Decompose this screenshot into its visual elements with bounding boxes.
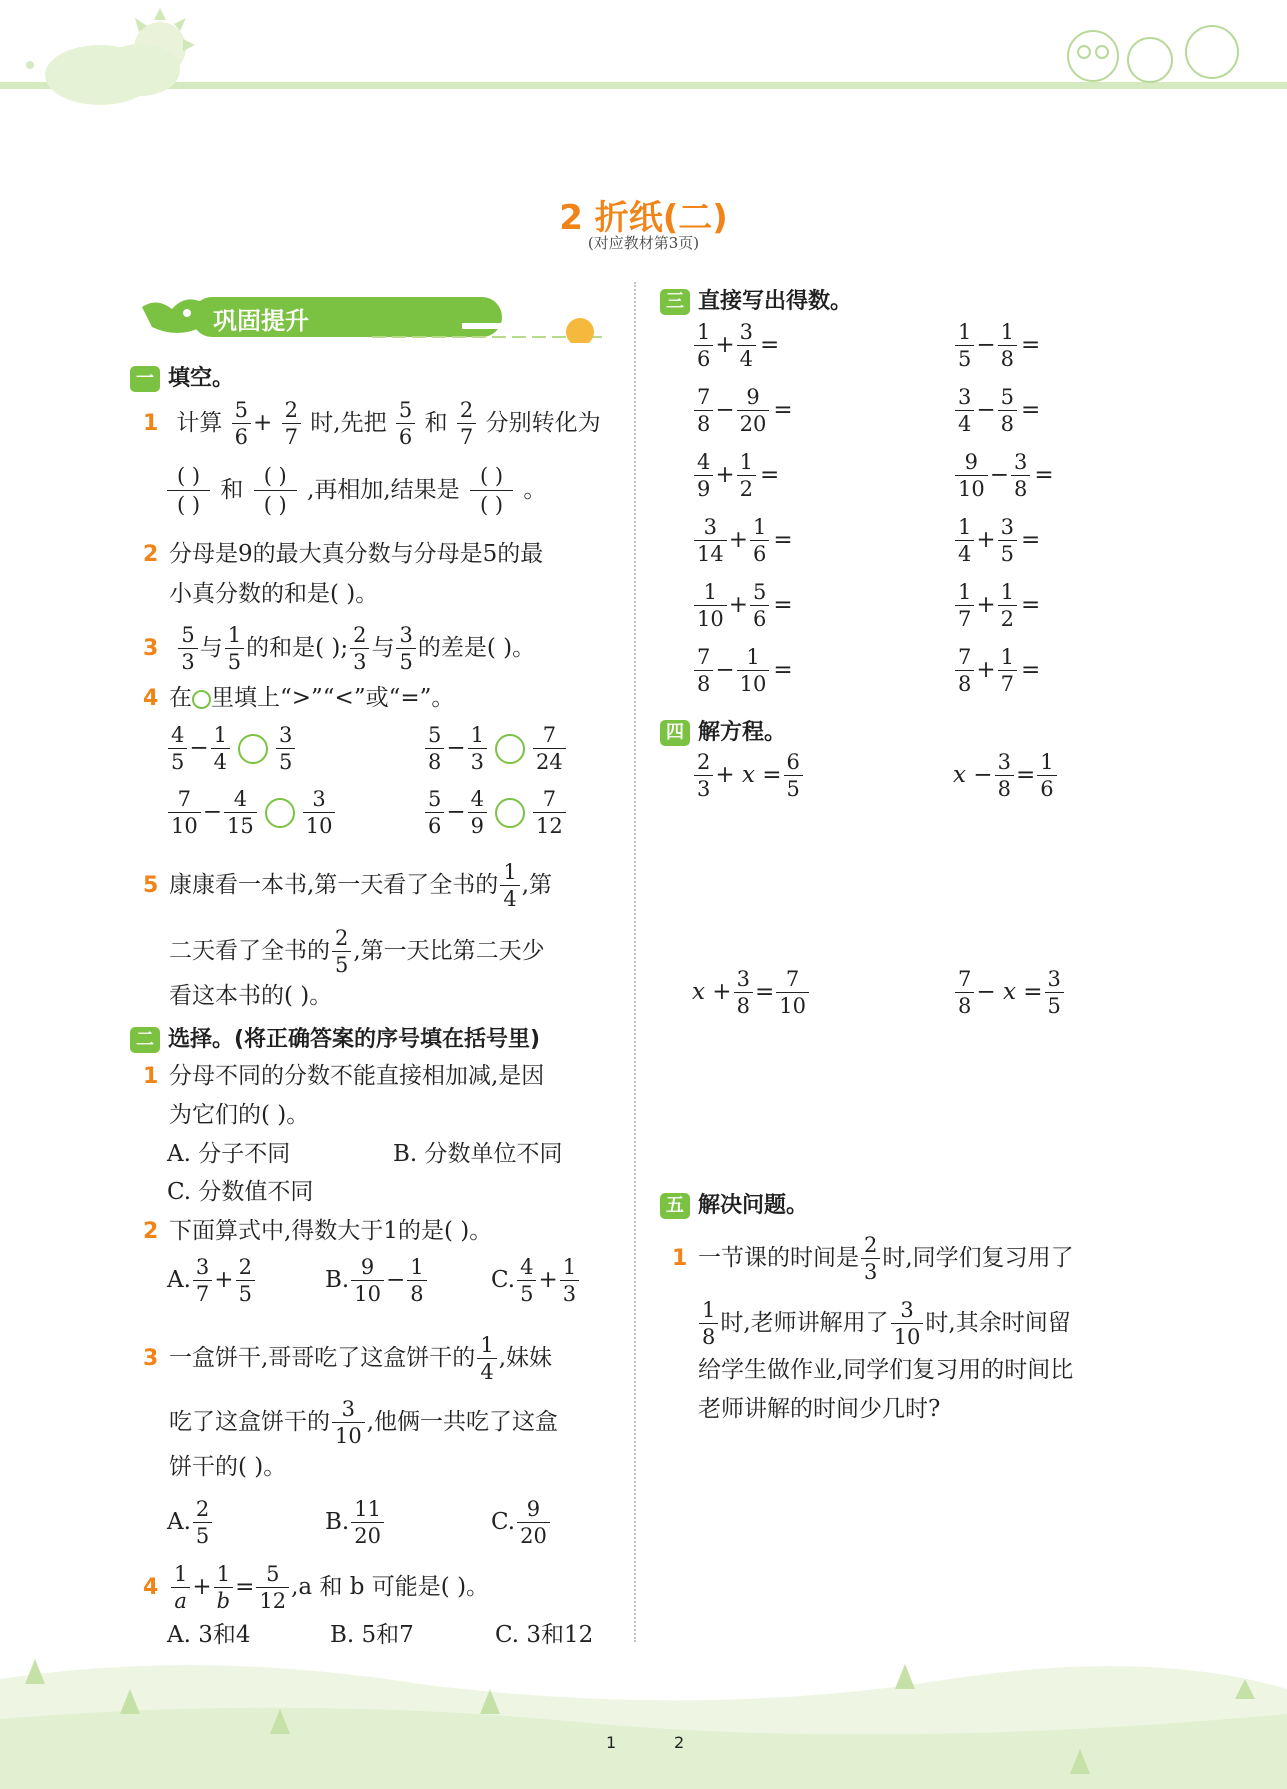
fraction: $\frac{9}{10}$ xyxy=(955,452,988,500)
fraction: $\frac{4}{9}$ xyxy=(694,452,713,500)
compare-circle[interactable] xyxy=(495,734,525,764)
fraction: $\frac{7}{8}$ xyxy=(694,387,713,435)
operator: + xyxy=(715,462,735,488)
animal-faces-icon xyxy=(1068,26,1238,82)
page-number-left: 1 xyxy=(606,1733,617,1752)
fraction: $\frac{3}{4}$ xyxy=(737,322,756,370)
s1-q5-line3: 看这本书的( )。 xyxy=(169,983,333,1009)
s1-q4-item-b: $\frac{5}{8}$ − $\frac{1}{3}$ $\frac{7}{24}$ xyxy=(423,725,568,773)
section4-heading: 四 解方程。 xyxy=(660,715,786,746)
fraction: $\frac{3}{14}$ xyxy=(694,517,727,565)
s5-q1-line2: $\frac{1}{8}$ 时,老师讲解用了 $\frac{3}{10}$ 时,其余时间留 xyxy=(697,1300,1071,1348)
operator: + xyxy=(976,527,996,553)
s1-q4-item-c: $\frac{7}{10}$ − $\frac{4}{15}$ $\frac{3}{10}$ xyxy=(166,789,337,837)
s2-q3-line3: 饼干的( )。 xyxy=(169,1454,287,1480)
s1-q4-item-a: $\frac{4}{5}$ − $\frac{1}{4}$ $\frac{3}{5}$ xyxy=(166,725,297,773)
compare-circle[interactable] xyxy=(265,798,295,828)
equation-2: x − $\frac{3}{8}$ = $\frac{1}{6}$ xyxy=(953,752,1059,800)
equals-sign: = xyxy=(760,462,780,488)
answer-blank[interactable]: $\frac{( )}{( )}$ xyxy=(167,466,210,516)
fraction: $\frac{7}{8}$ xyxy=(955,647,974,695)
equals-sign: = xyxy=(1021,397,1041,423)
s1-q4: 4 在 里填上“>”“<”或“=”。 xyxy=(143,685,455,711)
fraction: $\frac{2}{7}$ xyxy=(282,400,301,448)
s2-q3-optA[interactable]: A. $\frac{2}{5}$ xyxy=(167,1499,214,1547)
s2-q1-optB[interactable]: B. 分数单位不同 xyxy=(393,1141,563,1167)
fraction: $\frac{3}{4}$ xyxy=(955,387,974,435)
equation-3: x + $\frac{3}{8}$ = $\frac{7}{10}$ xyxy=(692,969,811,1017)
page-subtitle: (对应教材第3页) xyxy=(587,234,700,252)
section-banner xyxy=(132,287,612,343)
calc-item-3-r xyxy=(953,452,1094,500)
fraction: $\frac{1}{6}$ xyxy=(750,517,769,565)
calc-item-2-r xyxy=(953,387,1080,435)
top-decoration xyxy=(0,0,1287,120)
section5-heading: 五 解决问题。 xyxy=(660,1188,808,1219)
calc-item-3-l xyxy=(692,452,819,500)
s1-q4-item-d: $\frac{5}{6}$ − $\frac{4}{9}$ $\frac{7}{12}$ xyxy=(423,789,568,837)
fraction: $\frac{2}{7}$ xyxy=(457,400,476,448)
operator: − xyxy=(976,332,996,358)
operator: − xyxy=(976,397,996,423)
equals-sign: = xyxy=(773,397,793,423)
fraction: $\frac{1}{5}$ xyxy=(955,322,974,370)
s2-q3-line1: 3 一盒饼干,哥哥吃了这盒饼干的 $\frac{1}{4}$ ,妹妹 xyxy=(143,1333,552,1384)
operator: + xyxy=(728,592,749,618)
fraction: $\frac{3}{5}$ xyxy=(998,517,1017,565)
operator: + xyxy=(715,332,735,358)
calc-item-1-l xyxy=(692,322,819,370)
operator: − xyxy=(715,397,735,423)
fraction: $\frac{1}{4}$ xyxy=(955,517,974,565)
fraction: $\frac{5}{6}$ xyxy=(396,400,415,448)
equals-sign: = xyxy=(773,592,793,618)
s1-q1-line2: $\frac{( )}{( )}$ 和 $\frac{( )}{( )}$ ,再相加,结果是 $\frac{( )}{( )}$ 。 xyxy=(164,466,546,516)
fraction: $\frac{9}{20}$ xyxy=(737,387,770,435)
bottom-decoration xyxy=(0,1639,1287,1789)
equals-sign: = xyxy=(773,657,793,683)
compare-circle[interactable] xyxy=(495,798,525,828)
section3-heading: 三 直接写出得数。 xyxy=(660,284,852,315)
equals-sign: = xyxy=(1021,657,1041,683)
operator: − xyxy=(989,462,1010,488)
equation-1: $\frac{2}{3}$ + x = $\frac{6}{5}$ xyxy=(692,752,805,800)
fraction: $\frac{1}{2}$ xyxy=(998,582,1017,630)
fraction: $\frac{1}{6}$ xyxy=(694,322,713,370)
fraction: $\frac{5}{6}$ xyxy=(750,582,769,630)
section2-heading: 二 选择。(将正确答案的序号填在括号里) xyxy=(130,1022,540,1053)
s2-q3-optB[interactable]: B. $\frac{11}{20}$ xyxy=(325,1499,386,1547)
calc-item-6-l xyxy=(692,647,833,695)
calc-item-5-l xyxy=(692,582,833,630)
fraction: $\frac{1}{10}$ xyxy=(737,647,770,695)
fraction: $\frac{1}{10}$ xyxy=(694,582,727,630)
banner-label: 巩固提升 xyxy=(213,307,309,335)
s2-q3-optC[interactable]: C. $\frac{9}{20}$ xyxy=(491,1499,552,1547)
calc-item-6-r xyxy=(953,647,1080,695)
s1-q5-line1: 5 康康看一本书,第一天看了全书的 $\frac{1}{4}$ ,第 xyxy=(143,860,552,911)
sun-icon xyxy=(566,318,594,343)
s2-q4-optC[interactable]: C. 3和12 xyxy=(495,1622,594,1648)
fraction: $\frac{3}{5}$ xyxy=(396,625,415,673)
page-number-right: 2 xyxy=(674,1733,685,1752)
s1-q2-line2: 小真分数的和是( )。 xyxy=(169,581,379,607)
equals-sign: = xyxy=(773,527,793,553)
equals-sign: = xyxy=(1021,332,1041,358)
calc-item-2-l xyxy=(692,387,833,435)
fraction: $\frac{1}{7}$ xyxy=(998,647,1017,695)
answer-blank[interactable]: $\frac{( )}{( )}$ xyxy=(254,466,297,516)
s1-q3: 3 $\frac{5}{3}$ 与 $\frac{1}{5}$ 的和是( ); $\frac{2}{3}$ 与 $\frac{3}{5}$ 的差是( )。 xyxy=(143,623,536,674)
section1-badge: 一 xyxy=(130,366,160,392)
s5-q1-line4: 老师讲解的时间少几时? xyxy=(698,1396,941,1422)
s2-q1-optC[interactable]: C. 分数值不同 xyxy=(167,1179,314,1205)
s2-q2-optB[interactable]: B. $\frac{9}{10}$ − $\frac{1}{8}$ xyxy=(325,1257,429,1305)
s5-q1-line1: 1 一节课的时间是 $\frac{2}{3}$ 时,同学们复习用了 xyxy=(672,1233,1074,1284)
s2-q1-line2: 为它们的( )。 xyxy=(169,1102,310,1128)
s2-q4-optB[interactable]: B. 5和7 xyxy=(330,1622,414,1648)
fraction: $\frac{5}{8}$ xyxy=(998,387,1017,435)
fraction: $\frac{7}{8}$ xyxy=(694,647,713,695)
operator: − xyxy=(715,657,735,683)
compare-circle[interactable] xyxy=(238,734,268,764)
circle-icon xyxy=(192,690,211,709)
operator: + xyxy=(976,657,996,683)
equals-sign: = xyxy=(1021,592,1041,618)
fraction: $\frac{1}{8}$ xyxy=(998,322,1017,370)
s2-q1-line1: 1 分母不同的分数不能直接相加减,是因 xyxy=(143,1063,545,1089)
s1-q5-line2: 二天看了全书的 $\frac{2}{5}$ ,第一天比第二天少 xyxy=(169,926,545,977)
s2-q1-optA[interactable]: A. 分子不同 xyxy=(167,1141,291,1167)
operator: + xyxy=(976,592,996,618)
operator: + xyxy=(728,527,749,553)
equals-sign: = xyxy=(1021,527,1041,553)
fraction: $\frac{3}{8}$ xyxy=(1011,452,1030,500)
calc-item-5-r xyxy=(953,582,1080,630)
s2-q2-optA[interactable]: A. $\frac{3}{7}$ + $\frac{2}{5}$ xyxy=(167,1257,257,1305)
calc-item-1-r xyxy=(953,322,1080,370)
s1-q1-line1: 1 计算 $\frac{5}{6}$ + $\frac{2}{7}$ 时,先把 $\frac{5}{6}$ 和 $\frac{2}{7}$ 分别转化为 xyxy=(143,398,601,449)
equals-sign: = xyxy=(1034,462,1054,488)
section1-heading: 一 填空。 xyxy=(130,361,234,392)
fraction: $\frac{1}{5}$ xyxy=(225,625,244,673)
fraction: $\frac{1}{2}$ xyxy=(737,452,756,500)
answer-blank[interactable]: $\frac{( )}{( )}$ xyxy=(470,466,513,516)
equals-sign: = xyxy=(760,332,780,358)
calc-item-4-l xyxy=(692,517,833,565)
s2-q4-line1: 4 $\frac{1}{a}$ + $\frac{1}{b}$ = $\frac{5}{12}$ ,a 和 b 可能是( )。 xyxy=(143,1562,490,1613)
equation-4: $\frac{7}{8}$ − x = $\frac{3}{5}$ xyxy=(953,969,1066,1017)
calc-item-4-r xyxy=(953,517,1080,565)
s2-q2-optC[interactable]: C. $\frac{4}{5}$ + $\frac{1}{3}$ xyxy=(491,1257,581,1305)
s1-q2-line1: 2 分母是9的最大真分数与分母是5的最 xyxy=(143,541,544,567)
fraction: $\frac{2}{3}$ xyxy=(350,625,369,673)
s2-q2-line1: 2 下面算式中,得数大于1的是( )。 xyxy=(143,1218,493,1244)
column-divider xyxy=(634,282,636,1642)
fraction: $\frac{1}{7}$ xyxy=(955,582,974,630)
s5-q1-line3: 给学生做作业,同学们复习用的时间比 xyxy=(698,1357,1074,1383)
s2-q3-line2: 吃了这盒饼干的 $\frac{3}{10}$ ,他俩一共吃了这盒 xyxy=(169,1397,559,1448)
fraction: $\frac{5}{3}$ xyxy=(178,625,197,673)
fraction: $\frac{5}{6}$ xyxy=(232,400,251,448)
s2-q4-optA[interactable]: A. 3和4 xyxy=(167,1622,251,1648)
page-title: 2 折纸(二) xyxy=(559,198,728,238)
